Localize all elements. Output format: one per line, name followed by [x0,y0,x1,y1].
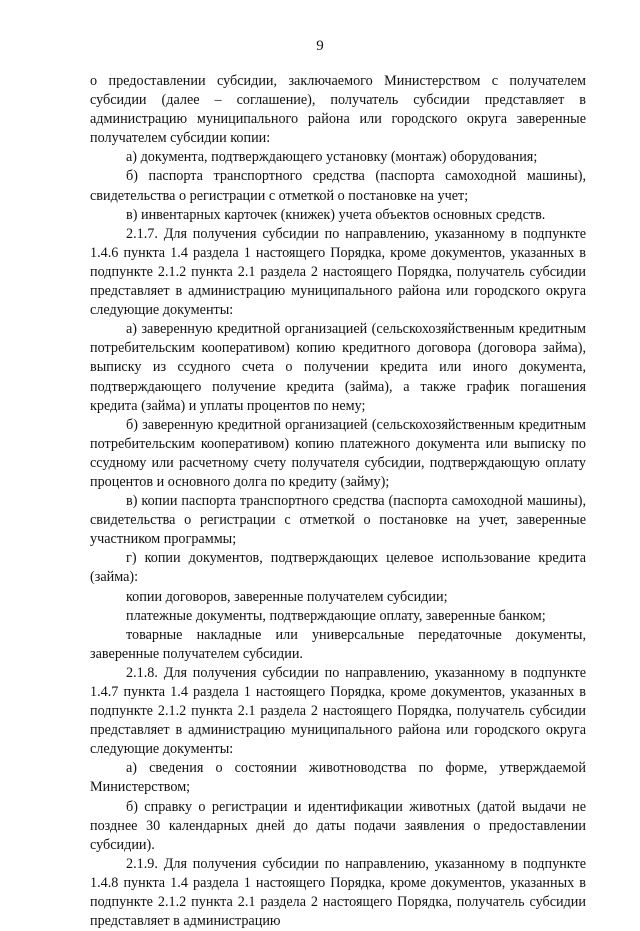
paragraph: б) заверенную кредитной организацией (сельскохозяйственным кредитным потребительским кооперативом) копию платежного документа или выписку по ссудному или расчетному счету получателя субсидии, подтверждающую оплату процентов и основного долга по кредиту (займу); [90,416,586,490]
paragraph: 2.1.7. Для получения субсидии по направлению, указанному в подпункте 1.4.6 пункта 1.4 раздела 1 настоящего Порядка, кроме документов, указанных в подпункте 2.1.2 пункта 2.1 раздела 2 настоящего Порядка, получатель субсидии представляет в администрацию муниципального района или городского округа следующие документы: [90,225,586,319]
page-number: 9 [316,38,324,54]
paragraph: г) копии документов, подтверждающих целевое использование кредита (займа): [90,550,586,586]
paragraph: б) справку о регистрации и идентификации животных (датой выдачи не позднее 30 календарных дней до даты подачи заявления о предоставлении субсидии). [90,798,586,853]
paragraph: о предоставлении субсидии, заключаемого Министерством с получателем субсидии (далее – соглашение), получатель субсидии представляет в администрацию муниципального района или городского округа заверенные получателем субсидии копии: [90,73,586,147]
paragraph: 2.1.9. Для получения субсидии по направлению, указанному в подпункте 1.4.8 пункта 1.4 раздела 1 настоящего Порядка, кроме документов, указанных в подпункте 2.1.2 пункта 2.1 раздела 2 настоящего Порядка, получатель субсидии представляет в администрацию [90,855,586,930]
paragraph: товарные накладные или универсальные передаточные документы, заверенные получателем субсидии. [90,626,586,662]
document-body [90,72,586,931]
paragraph: 2.1.8. Для получения субсидии по направлению, указанному в подпункте 1.4.7 пункта 1.4 раздела 1 настоящего Порядка, кроме документов, указанных в подпункте 2.1.2 пункта 2.1 раздела 2 настоящего Порядка, получатель субсидии представляет в администрацию муниципального района или городского округа следующие документы: [90,664,586,758]
paragraph: а) сведения о состоянии животноводства по форме, утверждаемой Министерством; [90,760,586,796]
paragraph: копии договоров, заверенные получателем субсидии; [126,588,448,605]
paragraph: платежные документы, подтверждающие оплату, заверенные банком; [126,607,546,624]
paragraph: б) паспорта транспортного средства (паспорта самоходной машины), свидетельства о регистрации с отметкой о постановке на учет; [90,168,586,204]
paragraph: а) документа, подтверждающего установку (монтаж) оборудования; [126,149,538,166]
paragraph: в) инвентарных карточек (книжек) учета объектов основных средств. [126,206,546,223]
paragraph: в) копии паспорта транспортного средства (паспорта самоходной машины), свидетельства о регистрации с отметкой о постановке на учет, заверенные участником программы; [90,493,586,548]
paragraph: а) заверенную кредитной организацией (сельскохозяйственным кредитным потребительским кооперативом) копию кредитного договора (договора займа), выписку из ссудного счета о получении кредита или иного документа, подтверждающего получение кредита (займа), а также график погашения кредита (займа) и уплаты процентов по нему; [90,321,586,414]
